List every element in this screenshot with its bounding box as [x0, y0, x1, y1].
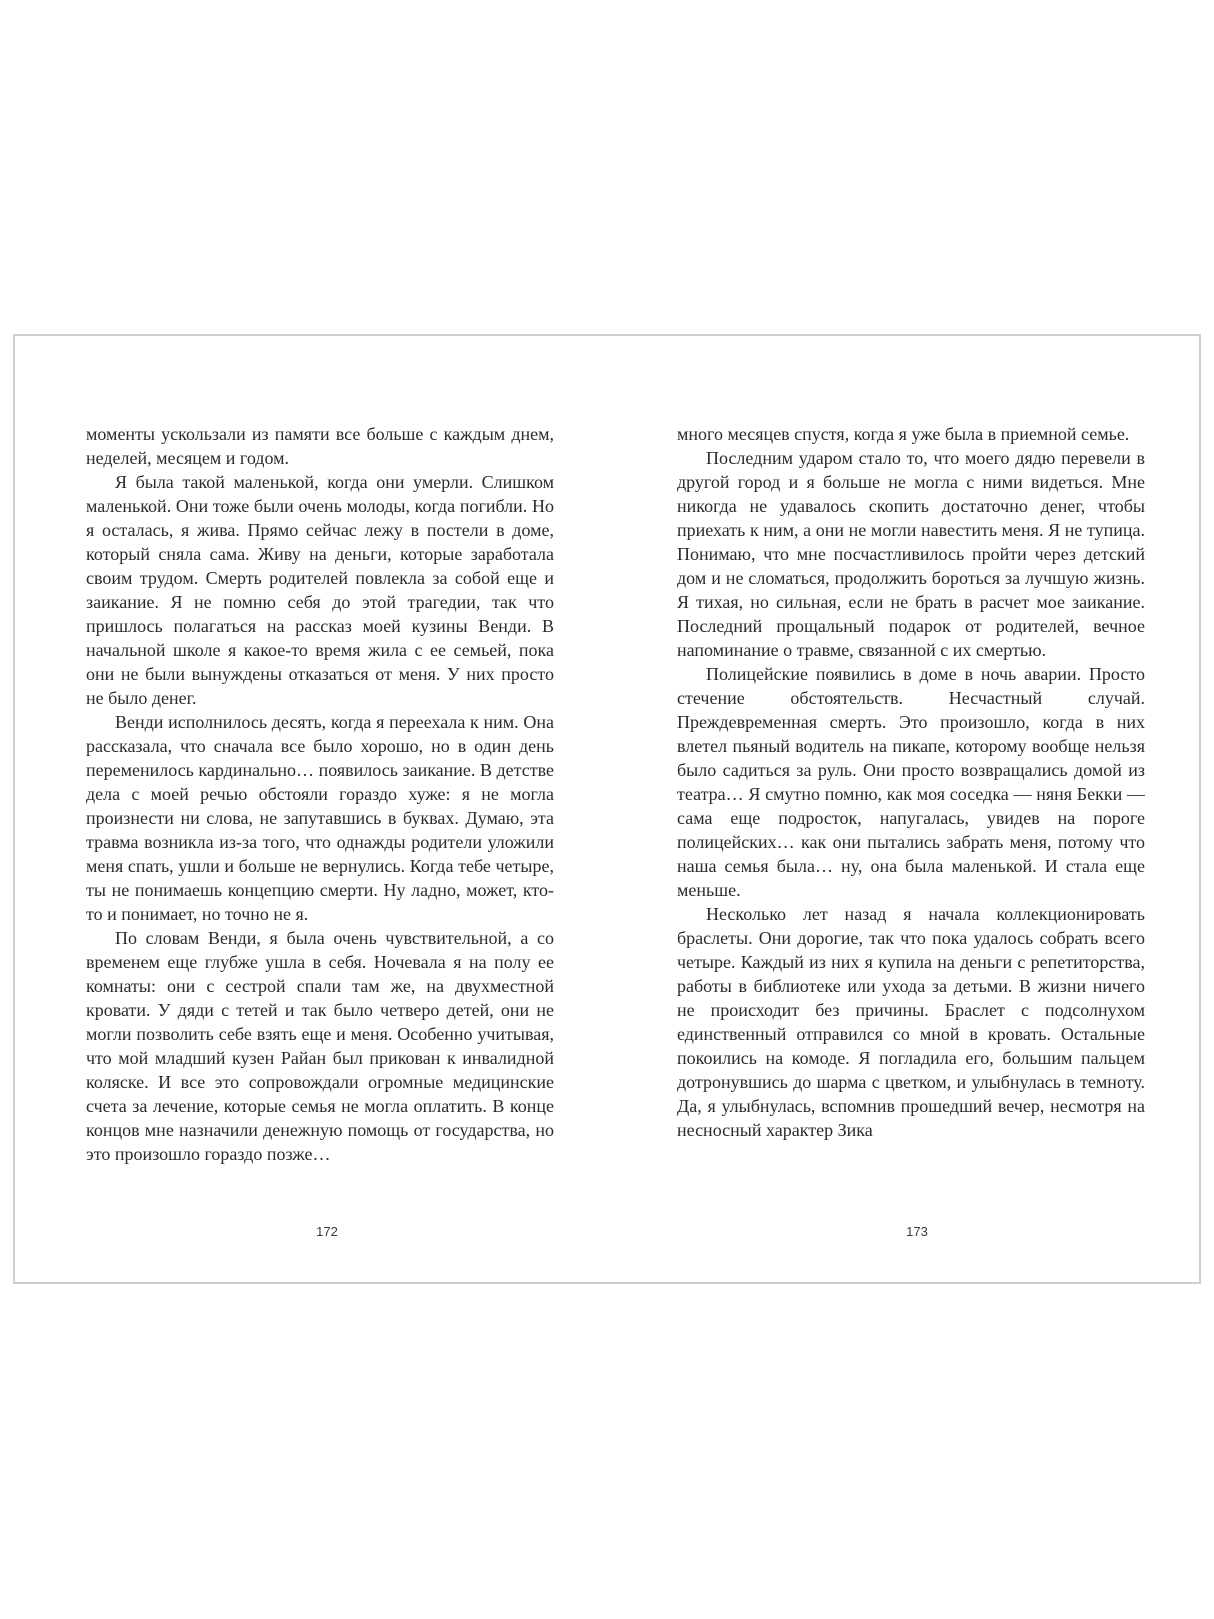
right-page-text — [677, 422, 1145, 1142]
right-paragraph-4: Несколько лет назад я начала коллекционировать браслеты. Они дорогие, так что пока удалось собрать всего четыре. Каждый из них я купила на деньги с репетиторства, работы в библиотеке или ухода за детьми. В жизни ничего не происходит без причины. Браслет с подсолнухом единственный отправился со мной в кровать. Остальные покоились на комоде. Я погладила его, большим пальцем дотронувшись до шарма с цветком, и улыбнулась в темноту. Да, я улыбнулась, вспомнив прошедший вечер, несмотря на несносный характер Зика — [677, 904, 1145, 1140]
left-page-number: 172 — [316, 1224, 338, 1239]
left-page-text — [86, 422, 554, 1166]
right-paragraph-2: Последним ударом стало то, что моего дядю перевели в другой город и я больше не могла с ними видеться. Мне никогда не удавалось скопить достаточно денег, чтобы приехать к ним, а они не могли навестить меня. Я не тупица. Понимаю, что мне посчастливилось пройти через детский дом и не сломаться, продолжить бороться за лучшую жизнь. Я тихая, но сильная, если не брать в расчет мое заикание. Последний прощальный подарок от родителей, вечное напоминание о травме, связанной с их смертью. — [677, 448, 1145, 660]
book-spread — [13, 334, 1201, 1284]
right-paragraph-3: Полицейские появились в доме в ночь аварии. Просто стечение обстоятельств. Несчастный случай. Преждевременная смерть. Это произошло, когда в них влетел пьяный водитель на пикапе, которому вообще нельзя было садиться за руль. Они просто возвращались домой из театра… Я смутно помню, как моя соседка — няня Бекки — сама еще подросток, напугалась, увидев на пороге полицейских… как они пытались забрать меня, потому что наша семья была… ну, она была маленькой. И стала еще меньше. — [677, 664, 1145, 900]
right-page-number: 173 — [906, 1224, 928, 1239]
left-paragraph-3: Венди исполнилось десять, когда я переехала к ним. Она рассказала, что сначала все было хорошо, но в один день переменилось кардинально… появилось заикание. В детстве дела с моей речью обстояли гораздо хуже: я не могла произнести ни слова, не запутавшись в буквах. Думаю, эта травма возникла из-за того, что однажды родители уложили меня спать, ушли и больше не вернулись. Когда тебе четыре, ты не понимаешь концепцию смерти. Ну ладно, может, кто-то и понимает, но точно не я. — [86, 712, 554, 924]
right-page — [677, 422, 1145, 1142]
left-paragraph-2: Я была такой маленькой, когда они умерли. Слишком маленькой. Они тоже были очень молоды, когда погибли. Но я осталась, я жива. Прямо сейчас лежу в постели в доме, который сняла сама. Живу на деньги, которые заработала своим трудом. Смерть родителей повлекла за собой еще и заикание. Я не помню себя до этой трагедии, так что пришлось полагаться на рассказ моей кузины Венди. В начальной школе я какое-то время жила с ее семьей, пока они не были вынуждены отказаться от меня. У них просто не было денег. — [86, 472, 554, 708]
right-paragraph-1: много месяцев спустя, когда я уже была в приемной семье. — [677, 424, 1130, 444]
left-paragraph-4: По словам Венди, я была очень чувствительной, а со временем еще глубже ушла в себя. Ночевала я на полу ее комнаты: они с сестрой спали там же, на двухместной кровати. У дяди с тетей и так было четверо детей, они не могли позволить себе взять еще и меня. Особенно учитывая, что мой младший кузен Райан был прикован к инвалидной коляске. И все это сопровождали огромные медицинские счета за лечение, которые семья не могла оплатить. В конце концов мне назначили денежную помощь от государства, но это произошло гораздо позже… — [86, 928, 554, 1164]
left-page — [86, 422, 554, 1166]
left-paragraph-1: моменты ускользали из памяти все больше с каждым днем, неделей, месяцем и годом. — [86, 424, 554, 468]
